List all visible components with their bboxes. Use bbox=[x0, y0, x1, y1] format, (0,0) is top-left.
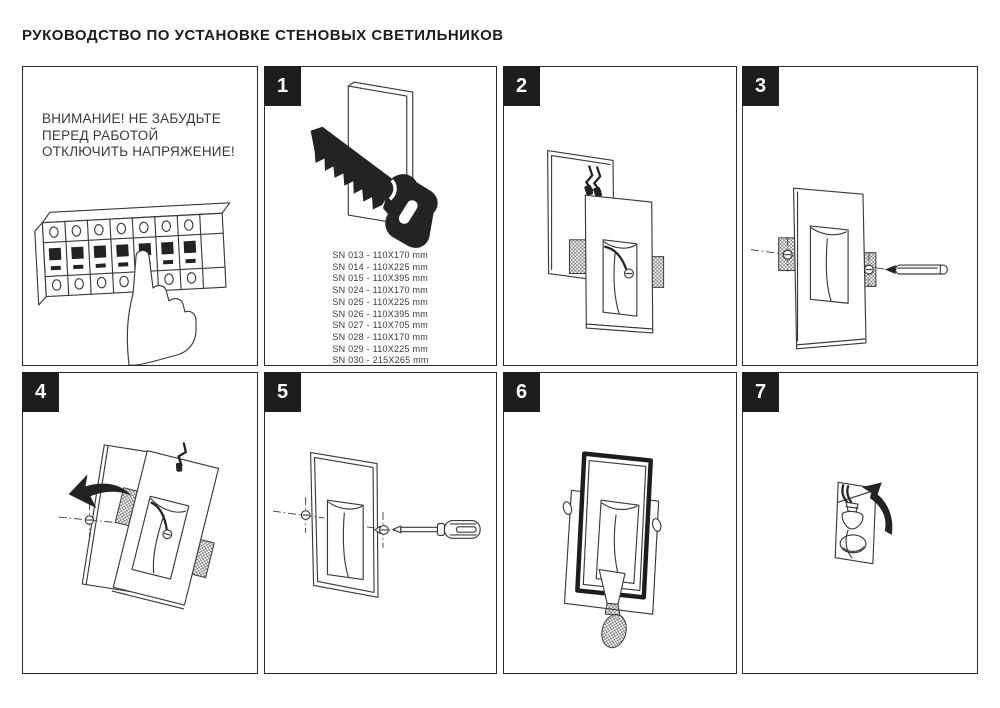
step-number: 2 bbox=[515, 74, 528, 97]
size-item: SN 013 - 110X170 mm bbox=[332, 250, 428, 260]
size-item: SN 024 - 110X170 mm bbox=[332, 285, 428, 296]
panel-step-2 bbox=[503, 66, 737, 366]
screwdriver-fastening-illustration bbox=[265, 373, 496, 673]
size-item: SN 028 - 110X170 mm bbox=[332, 331, 428, 342]
fixture-window bbox=[603, 240, 637, 316]
size-list bbox=[332, 250, 428, 367]
step-number: 1 bbox=[276, 74, 289, 97]
fixture-into-wall-illustration bbox=[504, 67, 736, 365]
circuit-breakers-finger-illustration bbox=[23, 180, 257, 365]
panel-step-7 bbox=[742, 372, 978, 674]
size-item: SN 014 - 110X225 mm bbox=[332, 261, 428, 272]
step-number: 3 bbox=[754, 74, 767, 97]
pencil-marking-illustration bbox=[743, 67, 977, 365]
size-item: SN 026 - 110X395 mm bbox=[332, 308, 428, 319]
screwdriver bbox=[393, 521, 480, 539]
panel-step-6 bbox=[503, 372, 737, 674]
tilt-insert-illustration bbox=[23, 373, 257, 673]
panel-step-5 bbox=[264, 372, 497, 674]
step-number: 7 bbox=[754, 380, 767, 403]
pencil bbox=[885, 265, 947, 274]
panel-step-3 bbox=[742, 66, 978, 366]
step-number: 6 bbox=[515, 380, 528, 403]
step-number: 4 bbox=[34, 380, 47, 403]
panel-step-4 bbox=[22, 372, 258, 674]
size-item: SN 030 - 215X265 mm bbox=[332, 355, 429, 366]
step-number: 5 bbox=[276, 380, 289, 403]
bulb-installation-illustration bbox=[743, 373, 977, 673]
warning-text bbox=[42, 111, 235, 161]
warning-line-3: ОТКЛЮЧИТЬ НАПРЯЖЕНИЕ! bbox=[42, 144, 235, 159]
fixture-window bbox=[810, 226, 848, 303]
fixture-window bbox=[327, 500, 363, 579]
warning-line-1: ВНИМАНИЕ! НЕ ЗАБУДЬТЕ bbox=[42, 111, 221, 126]
warning-line-2: ПЕРЕД РАБОТОЙ bbox=[42, 127, 159, 143]
panel-warning bbox=[22, 66, 258, 366]
size-item: SN 015 - 110X395 mm bbox=[332, 273, 428, 284]
size-item: SN 025 - 110X225 mm bbox=[332, 296, 428, 307]
putty-sealing-illustration bbox=[504, 373, 736, 673]
panel-step-1 bbox=[264, 66, 497, 366]
size-item: SN 027 - 110X705 mm bbox=[332, 320, 428, 331]
page-title: РУКОВОДСТВО ПО УСТАНОВКЕ СТЕНОВЫХ СВЕТИЛЬНИКОВ bbox=[22, 27, 504, 44]
left-mounting-mesh bbox=[569, 240, 586, 274]
size-item: SN 029 - 110X225 mm bbox=[332, 343, 428, 354]
